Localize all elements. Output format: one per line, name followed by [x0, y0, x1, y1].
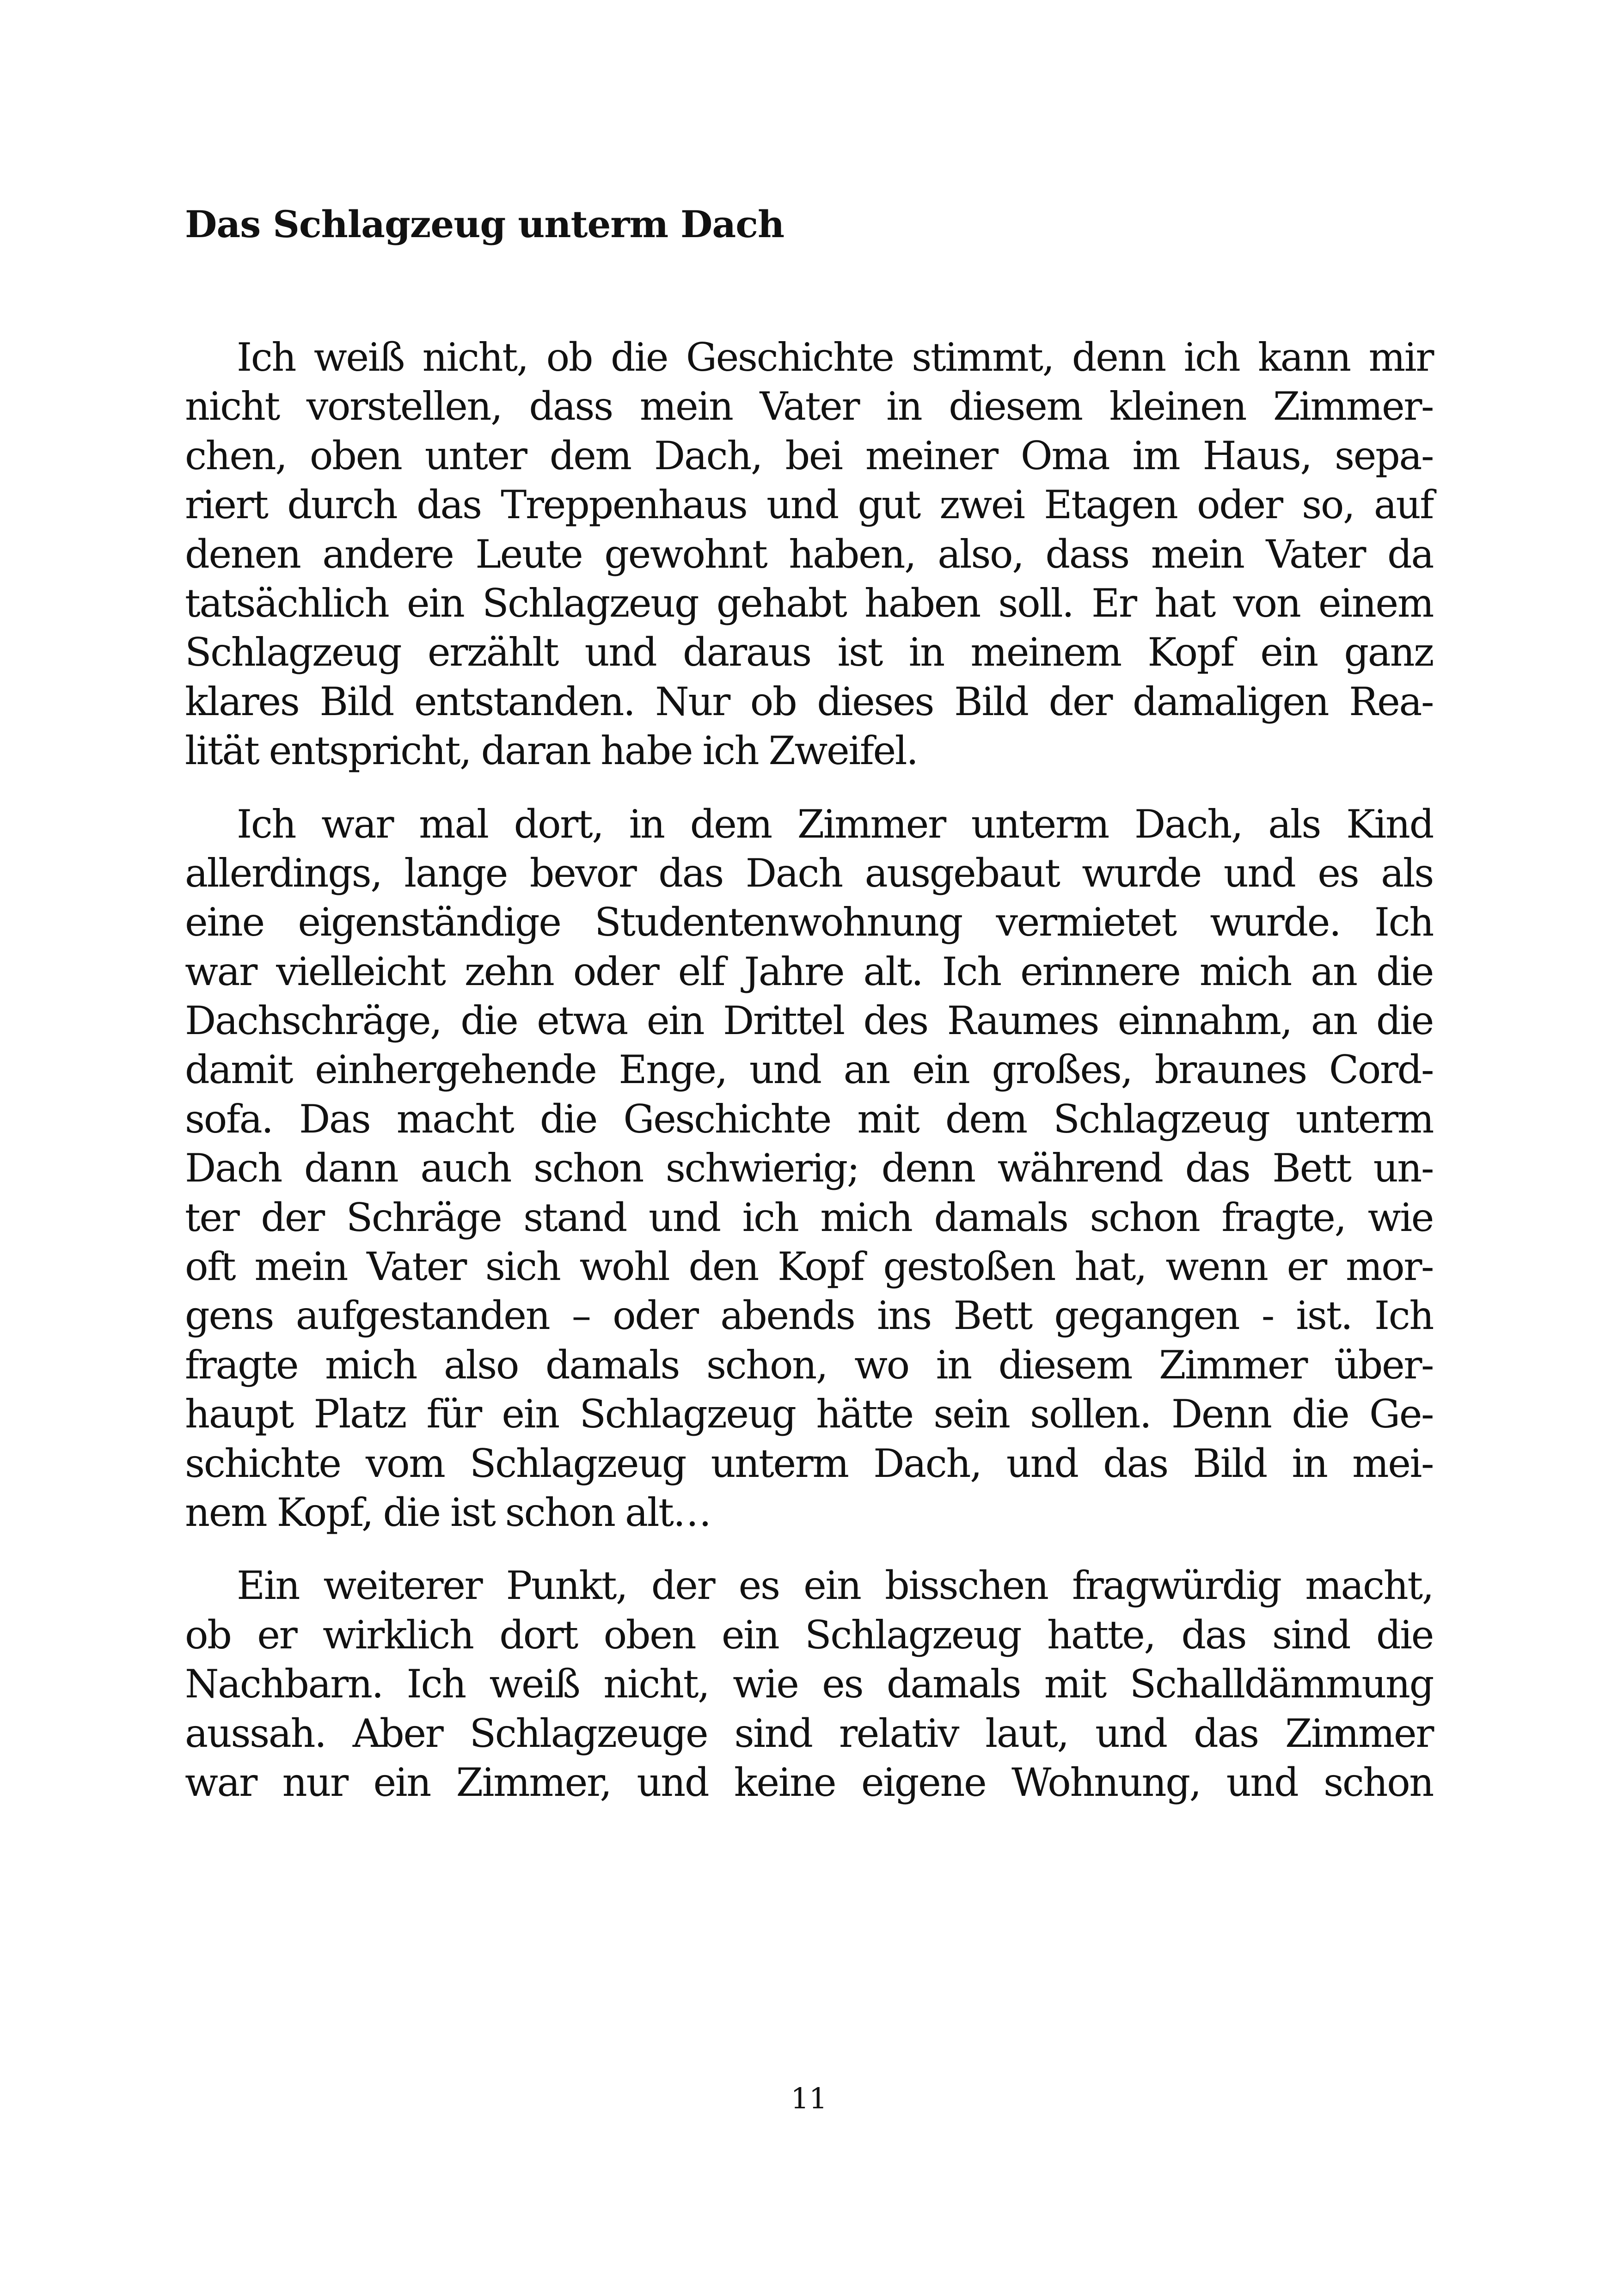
text-line: nem Kopf, die ist schon alt…: [185, 1489, 711, 1535]
body-text: [185, 333, 1433, 1831]
text-line: eine eigenständige Studentenwohnung vermietet wurde. Ich: [185, 900, 1433, 945]
text-line: haupt Platz für ein Schlagzeug hätte sein sollen. Denn die Ge-: [185, 1391, 1433, 1437]
text-line: oft mein Vater sich wohl den Kopf gestoßen hat, wenn er mor-: [185, 1244, 1433, 1290]
text-line: tatsächlich ein Schlagzeug gehabt haben soll. Er hat von einem: [185, 580, 1433, 626]
text-line: klares Bild entstanden. Nur ob dieses Bild der damaligen Rea-: [185, 679, 1433, 724]
text-line: sofa. Das macht die Geschichte mit dem Schlagzeug unterm: [185, 1096, 1433, 1142]
text-line: Dachschräge, die etwa ein Drittel des Raumes einnahm, an die: [185, 998, 1433, 1044]
text-line: Nachbarn. Ich weiß nicht, wie es damals mit Schalldämmung: [185, 1661, 1433, 1707]
chapter-title: Das Schlagzeug unterm Dach: [185, 202, 784, 246]
text-line: war nur ein Zimmer, und keine eigene Wohnung, und schon: [185, 1759, 1433, 1805]
text-line: ob er wirklich dort oben ein Schlagzeug hatte, das sind die: [185, 1612, 1433, 1658]
text-line: gens aufgestanden – oder abends ins Bett gegangen - ist. Ich: [185, 1293, 1433, 1339]
text-line: riert durch das Treppenhaus und gut zwei Etagen oder so, auf: [185, 482, 1433, 528]
text-line: damit einhergehende Enge, und an ein großes, braunes Cord-: [185, 1047, 1433, 1093]
text-line: denen andere Leute gewohnt haben, also, dass mein Vater da: [185, 531, 1433, 577]
paragraph-3: [185, 1561, 1433, 1807]
text-line: Ein weiterer Punkt, der es ein bisschen fragwürdig macht,: [237, 1563, 1433, 1609]
text-line: ter der Schräge stand und ich mich damals schon fragte, wie: [185, 1194, 1433, 1240]
text-line: war vielleicht zehn oder elf Jahre alt. Ich erinnere mich an die: [185, 949, 1433, 994]
paragraph-1: [185, 333, 1433, 776]
text-line: Dach dann auch schon schwierig; denn während das Bett un-: [185, 1145, 1433, 1191]
text-line: Ich war mal dort, in dem Zimmer unterm Dach, als Kind: [237, 801, 1433, 847]
text-line: fragte mich also damals schon, wo in diesem Zimmer über-: [185, 1342, 1433, 1388]
paragraph-2: [185, 800, 1433, 1537]
text-line: aussah. Aber Schlagzeuge sind relativ laut, und das Zimmer: [185, 1710, 1433, 1756]
text-line: allerdings, lange bevor das Dach ausgebaut wurde und es als: [185, 850, 1433, 896]
text-line: Schlagzeug erzählt und daraus ist in meinem Kopf ein ganz: [185, 630, 1433, 675]
page-number: 11: [791, 2082, 827, 2115]
text-line: Ich weiß nicht, ob die Geschichte stimmt, denn ich kann mir: [237, 335, 1433, 380]
text-line: chen, oben unter dem Dach, bei meiner Oma im Haus, sepa-: [185, 433, 1433, 478]
text-line: lität entspricht, daran habe ich Zweifel.: [185, 728, 918, 774]
text-line: schichte vom Schlagzeug unterm Dach, und das Bild in mei-: [185, 1440, 1433, 1486]
text-line: nicht vorstellen, dass mein Vater in diesem kleinen Zimmer-: [185, 384, 1433, 429]
